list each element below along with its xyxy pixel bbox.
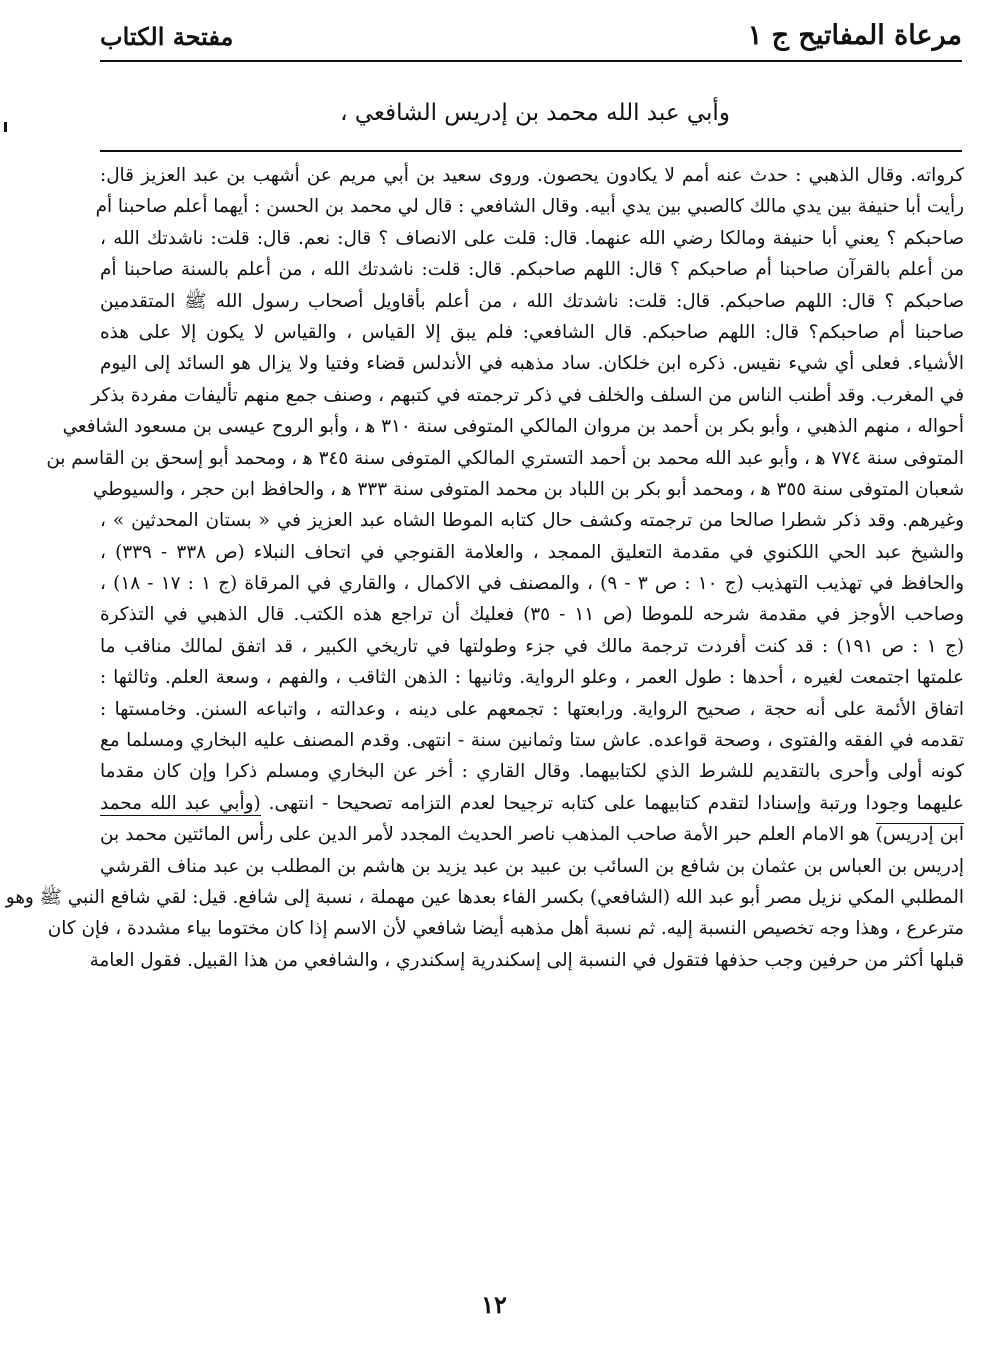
commentary-line: والشيخ عبد الحي اللكنوي في مقدمة التعليق الممجد ، والعلامة القنوجي في اتحاف النبلاء (ص ٣٣٨ - ٣٣٩) ، (100, 541, 964, 563)
commentary-line: مترعرع ، وهذا وجه تخصيص النسبة إليه. ثم نسبة أهل مذهبه أيضا شافعي لأن الاسم إذا كان مختوما بياء مشددة ، فإن كان (47, 918, 964, 940)
commentary-text: هو الامام العلم حبر الأمة صاحب المذهب ناصر الحديث المجدد لأمر الدين على رأس المائتين محمد بن (100, 824, 876, 846)
commentary-line: (ج ١ : ص ١٩١) : قد كنت أفردت ترجمة مالك في جزء وطولتها في تاريخي الكبير ، قد اتفق لمالك مناقب ما (100, 635, 964, 657)
commentary-line: تقدمه في الفقه والفتوى ، وصحة قواعده. عاش ستا وثمانين سنة - انتهى. وقدم المصنف عليه البخاري ومسلما مع (100, 730, 964, 752)
hadith-main-text: وأبي عبد الله محمد بن إدريس الشافعي ، (340, 100, 730, 126)
commentary-line: الأشياء. فعلى أي شيء نقيس. ذكره ابن خلكان. ساد مذهبه في الأندلس قضاء وفتيا ولا يزال هو السائد إلى اليوم (100, 353, 964, 375)
commentary-line: في المغرب. وقد أطنب الناس من السلف والخلف في ذكر ترجمته في كتبهم ، وصنف جمع منهم تأليفات مفردة بذكر (91, 384, 964, 406)
commentary-line: شعبان المتوفى سنة ٣٥٥ ﻫ ، ومحمد أبو بكر بن اللباد بن محمد المتوفى سنة ٣٣٣ ﻫ ، والحافظ ابن حجر ، والسيوطي (92, 478, 964, 500)
book-title: مرعاة المفاتيح ج ١ (747, 20, 962, 51)
commentary-line-lemma-end (100, 819, 964, 850)
commentary-line: أحواله ، منهم الذهبي ، وأبو بكر بن أحمد بن مروان المالكي المتوفى سنة ٣١٠ ﻫ ، وأبو الروح عيسى بن مسعود الشافعي (62, 416, 964, 438)
lemma-heading: (وأبي عبد الله محمد (100, 792, 261, 814)
commentary-line: اتفاق الأئمة على أنه حجة ، صحيح الرواية. ورابعتها : تجمعهم على دينه ، وعدالته ، واتباعه السنن. وخامستها : (100, 698, 964, 720)
commentary-text: عليهما وجودا ورتبة وإسنادا لتقدم كتابيهما على كتابه ترجيحا لعدم التزامه تصحيحا - انتهى. (260, 792, 964, 814)
commentary-line: رأيت أبا حنيفة بين يدي مالك كالصبي بين يدي أبيه. وقال الشافعي : قال لي محمد بن الحسن : أيهما أعلم صاحبنا أم (95, 196, 964, 218)
section-title: مفتحة الكتاب (100, 22, 234, 51)
commentary-line: المطلبي المكي نزيل مصر أبو عبد الله (الشافعي) بكسر الفاء بعدها عين مهملة ، نسبة إلى شافع. قيل: لقي شافع النبي ﷺ وهو (5, 886, 964, 908)
commentary-line: والحافظ في تهذيب التهذيب (ج ١٠ : ص ٣ - ٩) ، والمصنف في الاكمال ، والقاري في المرقاة (ج ١ : ١٧ - ١٨) ، (100, 573, 964, 595)
commentary-line: صاحبنا أم صاحبكم؟ قال: اللهم صاحبكم. قال الشافعي: فلم يبق إلا القياس ، والقياس لا يكون إلا على هذه (100, 321, 964, 343)
commentary-line: إدريس بن العباس بن عثمان بن شافع بن السائب بن عبيد بن عبد يزيد بن هاشم بن المطلب بن عبد مناف القرشي (100, 855, 964, 877)
margin-mark (4, 122, 7, 132)
commentary-line: علمتها اجتمعت لغيره ، أحدها : طول العمر ، وعلو الرواية. وثانيها : الذهن الثاقب ، والفهم ، وسعة العلم. وثالثها : (100, 667, 964, 689)
commentary-line: من أعلم بالقرآن صاحبنا أم صاحبكم ؟ قال: اللهم صاحبكم. قال: قلت: ناشدتك الله ، من أعلم بالسنة صاحبنا أم (100, 259, 964, 281)
commentary-line-lemma-start (100, 788, 964, 819)
commentary-line: كونه أولى وأحرى بالتقديم للشرط الذي لكتابيهما. وقال القاري : أخر عن البخاري ومسلم ذكرا وإن كان مقدما (100, 761, 964, 783)
commentary-body (5, 160, 964, 976)
commentary-line: المتوفى سنة ٧٧٤ ﻫ ، وأبو عبد الله محمد بن أحمد التستري المالكي المتوفى سنة ٣٤٥ ﻫ ، ومحمد أبو إسحق بن القاسم بن (46, 447, 964, 469)
header-rule (100, 60, 962, 62)
commentary-line: صاحبكم ؟ يعني أبا حنيفة ومالكا رضي الله عنهما. قال: قلت على الانصاف ؟ قال: نعم. قال: قلت: ناشدتك الله ، (100, 227, 964, 249)
lemma-heading: ابن إدريس) (875, 824, 964, 846)
commentary-line: كرواته. وقال الذهبي : حدث عنه أمم لا يكادون يحصون. وروى سعيد بن أبي مريم عن أشهب بن عبد العزيز قال: (100, 165, 964, 186)
commentary-line: وصاحب الأوجز في مقدمة شرحه للموطا (ص ١١ - ٣٥) فعليك أن تراجع هذه الكتب. قال الذهبي في التذكرة (100, 604, 964, 626)
page-number: ١٢ (481, 1290, 507, 1319)
commentary-line: قبلها أكثر من حرفين وجب حذفها فتقول في النسبة إلى إسكندرية إسكندري ، والشافعي من هذا القبيل. فقول العامة (89, 949, 964, 971)
commentary-line: وغيرهم. وقد ذكر شطرا صالحا من ترجمته وكشف حال كتابه الموطا الشاه عبد العزيز في « بستان المحدثين » ، (100, 510, 964, 532)
main-text-rule (100, 150, 962, 152)
running-head (100, 12, 962, 56)
commentary-line: صاحبكم ؟ قال: اللهم صاحبكم. قال: قلت: ناشدتك الله ، من أعلم بأقاويل أصحاب رسول الله ﷺ المتقدمين (100, 290, 964, 312)
